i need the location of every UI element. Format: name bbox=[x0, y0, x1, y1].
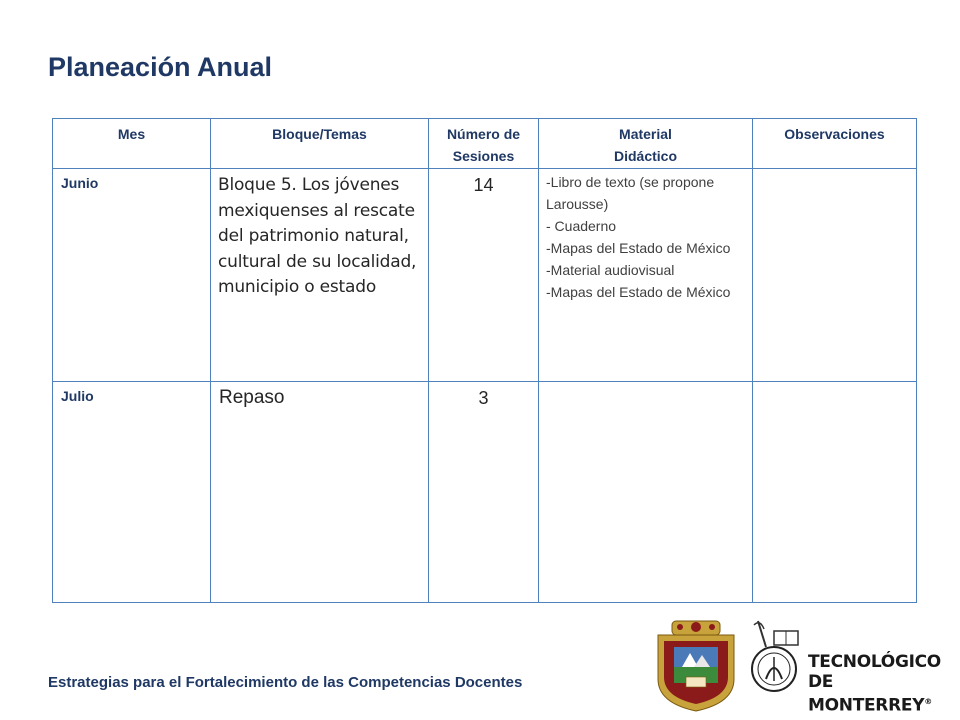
tec-seal-icon bbox=[744, 617, 804, 697]
registered-mark: ® bbox=[924, 697, 932, 706]
table-row bbox=[53, 382, 917, 603]
cell-mes: Junio bbox=[53, 169, 211, 382]
planning-table bbox=[52, 118, 917, 603]
cell-sesiones: 3 bbox=[429, 382, 539, 603]
header-material-line2: Didáctico bbox=[613, 148, 677, 164]
cell-observaciones bbox=[753, 382, 917, 603]
cell-bloque: Repaso bbox=[211, 382, 429, 603]
footer-text: Estrategias para el Fortalecimiento de las Competencias Docentes bbox=[48, 674, 523, 691]
material-item: -Mapas del Estado de México bbox=[546, 284, 731, 300]
header-sesiones bbox=[429, 119, 539, 169]
tec-logo-line1: TECNOLÓGICO bbox=[808, 652, 941, 672]
header-bloque: Bloque/Temas bbox=[211, 119, 429, 169]
table-header-row bbox=[53, 119, 917, 169]
cell-material bbox=[539, 169, 753, 382]
tec-logo-line2-text: DE MONTERREY bbox=[808, 672, 925, 716]
material-item: -Material audiovisual bbox=[546, 262, 675, 278]
header-sesiones-line2: Sesiones bbox=[452, 148, 515, 164]
header-material-line1: Material bbox=[619, 126, 672, 142]
cell-mes: Julio bbox=[53, 382, 211, 603]
page-title: Planeación Anual bbox=[48, 52, 273, 82]
cell-observaciones bbox=[753, 169, 917, 382]
tec-logo-line2 bbox=[808, 672, 960, 716]
header-sesiones-line1: Número de bbox=[446, 126, 521, 142]
cell-bloque: Bloque 5. Los jóvenes mexiquenses al rescate del patrimonio natural, cultural de su localidad, municipio o estado bbox=[211, 169, 429, 382]
header-observaciones: Observaciones bbox=[753, 119, 917, 169]
material-item: -Libro de texto (se propone Larousse) bbox=[546, 174, 715, 212]
cell-sesiones: 14 bbox=[429, 169, 539, 382]
header-material bbox=[539, 119, 753, 169]
header-mes: Mes bbox=[53, 119, 211, 169]
material-item: - Cuaderno bbox=[546, 218, 617, 234]
estado-de-mexico-shield-icon bbox=[652, 617, 740, 712]
tec-de-monterrey-logo bbox=[808, 652, 960, 716]
table-row bbox=[53, 169, 917, 382]
material-item: -Mapas del Estado de México bbox=[546, 240, 731, 256]
cell-material bbox=[539, 382, 753, 603]
